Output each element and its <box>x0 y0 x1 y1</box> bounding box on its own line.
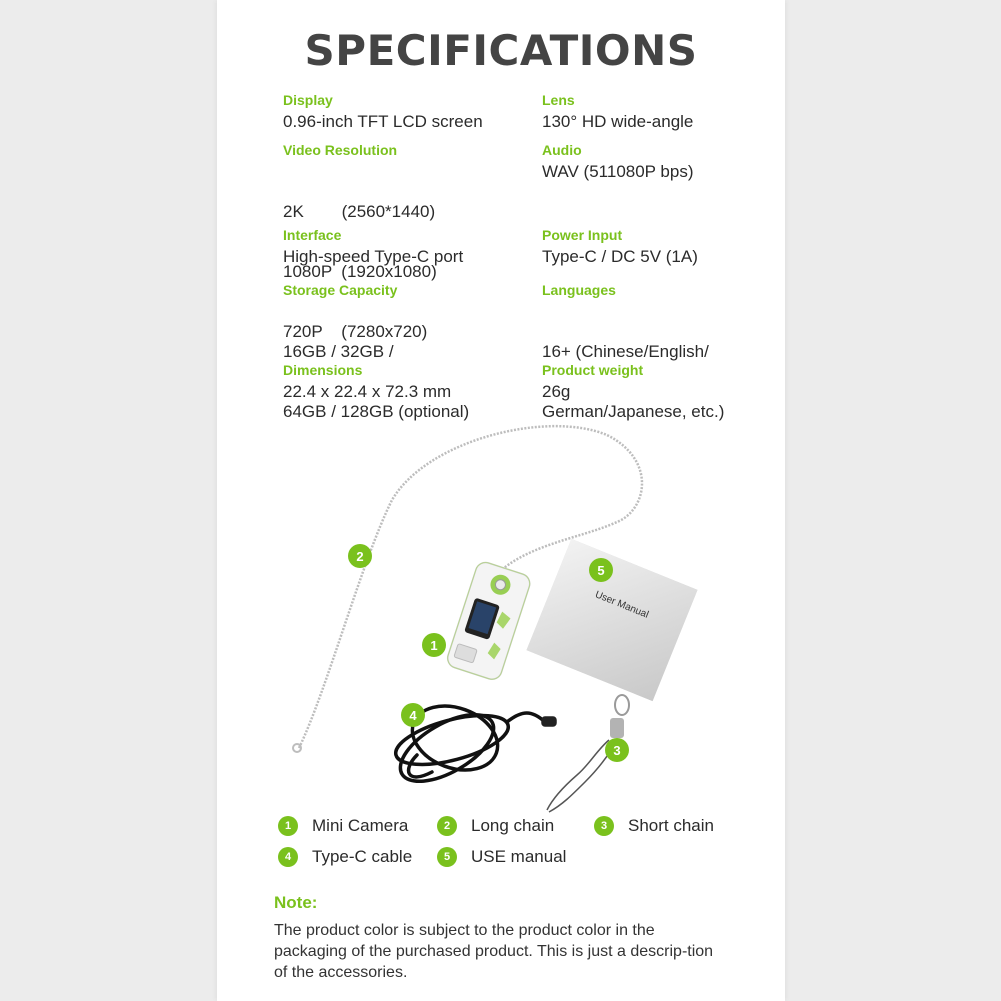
spec-value: 26g <box>542 382 571 401</box>
spec-audio <box>542 142 792 182</box>
svg-text:3: 3 <box>613 743 621 758</box>
spec-power-input <box>542 227 792 267</box>
spec-label: Dimensions <box>283 362 363 378</box>
spec-value: 2K (2560*1440) 1080P (1920x1080) 720P (7280x720) <box>283 202 437 341</box>
spec-label: Interface <box>283 227 342 243</box>
spec-value: WAV (511080P bps) <box>542 162 694 181</box>
legend-item-long-chain <box>437 816 554 836</box>
manual-cover-text: User Manual <box>593 589 651 621</box>
illus-badge-1 <box>422 633 446 657</box>
accessories-legend <box>217 812 785 876</box>
illus-badge-2 <box>348 544 372 568</box>
svg-text:2: 2 <box>356 549 364 564</box>
legend-label: Mini Camera <box>312 816 409 835</box>
spec-weight <box>542 362 792 402</box>
spec-label: Audio <box>542 142 582 158</box>
svg-text:5: 5 <box>597 563 605 578</box>
spec-label: Product weight <box>542 362 644 378</box>
legend-item-short-chain <box>594 816 714 836</box>
spec-label: Languages <box>542 282 616 298</box>
spec-label: Lens <box>542 92 575 108</box>
spec-interface <box>283 227 533 267</box>
spec-sheet <box>217 0 785 1001</box>
svg-text:1: 1 <box>430 638 438 653</box>
legend-item-user-manual <box>437 847 566 867</box>
spec-dimensions <box>283 362 533 402</box>
user-manual <box>526 539 697 701</box>
spec-value: Type-C / DC 5V (1A) <box>542 247 698 266</box>
illus-badge-4 <box>401 703 425 727</box>
legend-label: Short chain <box>628 816 714 835</box>
spec-label: Display <box>283 92 333 108</box>
spec-lens <box>542 92 792 132</box>
spec-value: 130° HD wide-angle <box>542 112 694 131</box>
legend-item-mini-camera <box>278 816 408 836</box>
legend-label: USE manual <box>471 847 567 866</box>
spec-value: High-speed Type-C port <box>283 247 464 266</box>
spec-value: 22.4 x 22.4 x 72.3 mm <box>283 382 452 401</box>
mini-camera <box>445 560 532 682</box>
spec-value: 16+ (Chinese/English/ German/Japanese, etc.) <box>542 342 725 421</box>
note-title: Note: <box>274 893 318 912</box>
spec-display <box>283 92 533 132</box>
legend-badge: 2 <box>437 816 457 836</box>
illus-badge-5 <box>589 558 613 582</box>
spec-value: 0.96-inch TFT LCD screen <box>283 112 483 131</box>
spec-label: Video Resolution <box>283 142 398 158</box>
accessories-illustration <box>217 410 785 820</box>
legend-label: Type-C cable <box>312 847 413 866</box>
spec-label: Power Input <box>542 227 623 243</box>
legend-badge: 4 <box>278 847 298 867</box>
legend-badge: 1 <box>278 816 298 836</box>
legend-badge: 3 <box>594 816 614 836</box>
legend-item-type-c-cable <box>278 847 412 867</box>
spec-label: Storage Capacity <box>283 282 398 298</box>
note-body: The product color is subject to the product color in the packaging of the purchased product. This is just a descrip-tion of the accessories. <box>274 922 714 981</box>
legend-badge: 5 <box>437 847 457 867</box>
illus-badge-3 <box>605 738 629 762</box>
spec-value: 16GB / 32GB / 64GB / 128GB (optional) <box>283 342 470 421</box>
svg-text:4: 4 <box>409 708 417 723</box>
page-title: SPECIFICATIONS <box>304 26 698 75</box>
legend-label: Long chain <box>471 816 555 835</box>
